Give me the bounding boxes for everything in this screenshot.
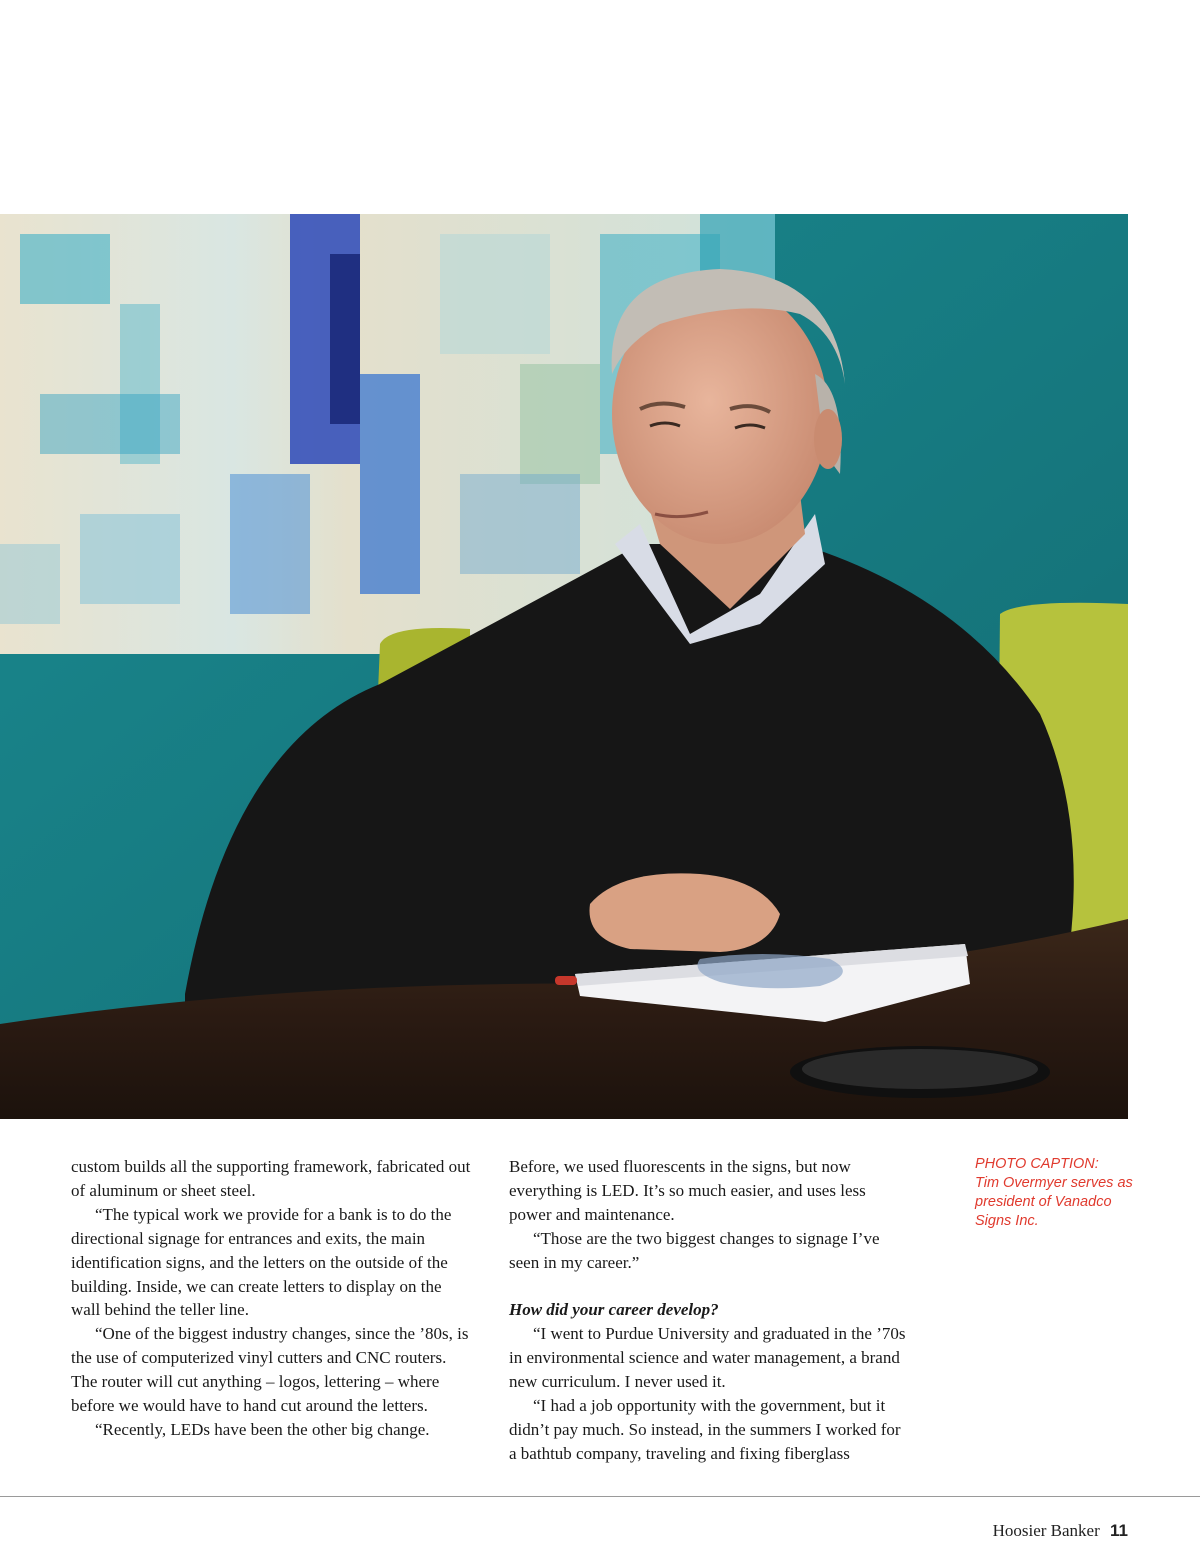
article-column-1	[71, 1155, 471, 1442]
paragraph: “One of the biggest industry changes, since the ’80s, is the use of computerized vinyl cutters and CNC routers. The router will cut anything – logos, lettering – where before we would have to hand cut around the letters.	[71, 1324, 469, 1416]
page-number: 11	[1110, 1521, 1128, 1540]
caption-line: Tim Overmyer serves as	[975, 1175, 1133, 1191]
page-footer	[993, 1521, 1128, 1541]
portrait-photo	[0, 214, 1128, 1119]
footer-divider	[0, 1496, 1200, 1497]
paragraph: custom builds all the supporting framework, fabricated out of aluminum or sheet steel.	[71, 1157, 471, 1200]
caption-line: president of Vanadco	[975, 1194, 1112, 1210]
publication-name: Hoosier Banker	[992, 1521, 1100, 1540]
paragraph: Before, we used fluorescents in the signs, but now everything is LED. It’s so much easier, and uses less power and maintenance.	[509, 1157, 866, 1224]
caption-label: PHOTO CAPTION:	[975, 1156, 1099, 1172]
article-column-2	[509, 1155, 909, 1466]
paragraph: “I had a job opportunity with the government, but it didn’t pay much. So instead, in the summers I worked for a bathtub company, traveling and fixing fiberglass	[509, 1396, 901, 1463]
caption-line: Signs Inc.	[975, 1213, 1039, 1229]
photo-caption	[975, 1155, 1145, 1231]
photo-illustration	[0, 214, 1128, 1119]
paragraph: “I went to Purdue University and graduated in the ’70s in environmental science and water management, a brand new curriculum. I never used it.	[509, 1324, 906, 1392]
paragraph: “The typical work we provide for a bank is to do the directional signage for entrances and exits, the main identification signs, and the letters on the outside of the building. Inside, we can create letters to display on the wall behind the teller line.	[71, 1204, 452, 1320]
paragraph: “Those are the two biggest changes to signage I’ve seen in my career.”	[509, 1228, 880, 1272]
interview-question: How did your career develop?	[509, 1300, 719, 1320]
pen	[555, 976, 577, 985]
paragraph: “Recently, LEDs have been the other big change.	[95, 1419, 430, 1439]
